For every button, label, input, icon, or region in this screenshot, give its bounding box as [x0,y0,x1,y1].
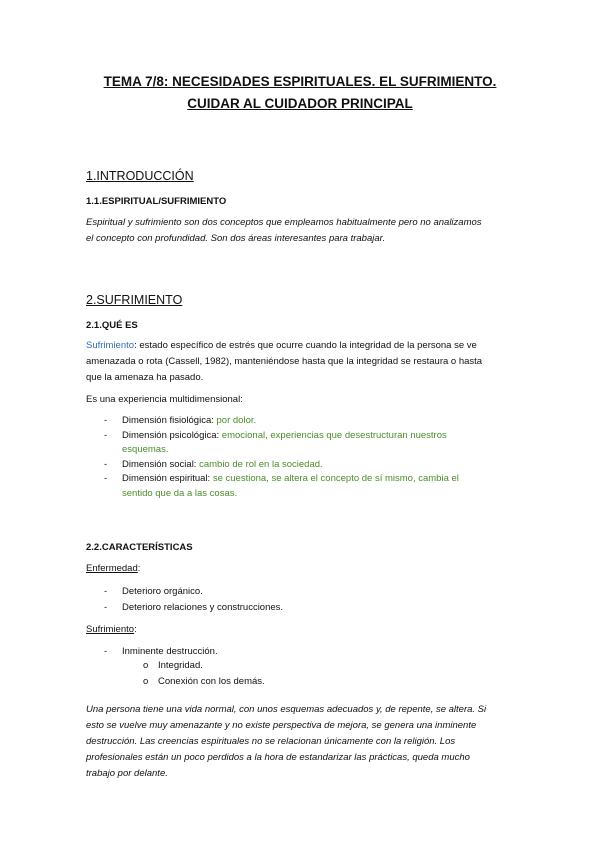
list-item: - Dimensión social: cambio de rol en la sociedad. [104,458,323,470]
list-item: o Integridad. [143,660,203,671]
closing-line-1: Una persona tiene una vida normal, con unos esquemas adecuados y, de repente, se altera. Si [86,704,487,715]
list-item: - Inminente destrucción. [104,646,218,657]
intro-line-1: Espiritual y sufrimiento son dos conceptos que empleamos habitualmente pero no analizamos [86,217,482,228]
document-title-line-2: CUIDAR AL CUIDADOR PRINCIPAL [187,96,413,111]
enfermedad-label-line: Enfermedad: [86,563,141,574]
closing-line-2: esto se vuelve muy amenazante y no existe perspectiva de mejora, se genera una inminente [86,720,477,731]
enfermedad-label: Enfermedad [86,563,138,574]
section-heading-sufrimiento: 2.SUFRIMIENTO [86,293,183,307]
closing-paragraph [86,702,516,782]
subsection-heading-que-es: 2.1.QUÉ ES [86,320,138,331]
sufrimiento-sublist [140,658,265,690]
list-item: - Deterioro orgánico. [104,586,203,597]
subsection-heading-espiritual: 1.1.ESPIRITUAL/SUFRIMIENTO [86,196,227,207]
intro-paragraph [86,215,516,247]
definition-line-2: amenazada o rota (Cassell, 1982), manteniéndose hasta que la integridad se restaura o hasta [86,356,483,367]
definition-line-1: : estado específico de estrés que ocurre cuando la integridad de la persona se ve [134,340,477,351]
list-item: - Dimensión espiritual: se cuestiona, se altera el concepto de sí mismo, cambia el sentido que da a las cosas. [104,473,459,499]
intro-line-2: el concepto con profundidad. Son dos áreas interesantes para trabajar. [86,233,386,244]
dimensions-list [86,414,516,501]
enfermedad-list [86,585,516,615]
section-heading-introduccion: 1.INTRODUCCIÓN [86,169,194,183]
definition-line-3: que la amenaza ha pasado. [86,372,204,383]
closing-line-3: destrucción. Las creencias espirituales no se relacionan únicamente con la religión. Los [86,736,456,747]
list-item: - Deterioro relaciones y construcciones. [104,601,284,613]
list-item: - Dimensión psicológica: emocional, experiencias que desestructuran nuestros esquemas. [104,429,447,455]
subsection-heading-caracteristicas: 2.2.CARACTERÍSTICAS [86,542,193,553]
sufrimiento-label: Sufrimiento [86,624,135,635]
list-item: o Conexión con los demás. [143,676,265,687]
list-item: - Dimensión fisiológica: por dolor. [104,415,257,426]
definition-paragraph [86,338,516,386]
document-title-line-1: TEMA 7/8: NECESIDADES ESPIRITUALES. EL SUFRIMIENTO. [103,74,497,89]
multidimensional-intro: Es una experiencia multidimensional: [86,394,243,405]
sufrimiento-label-line: Sufrimiento: [86,624,137,635]
closing-line-5: trabajo por delante. [86,768,168,779]
definition-term: Sufrimiento [86,340,135,351]
closing-line-4: profesionales están un poco perdidos a la hora de estandarizar las prácticas, queda mucho [86,752,470,763]
